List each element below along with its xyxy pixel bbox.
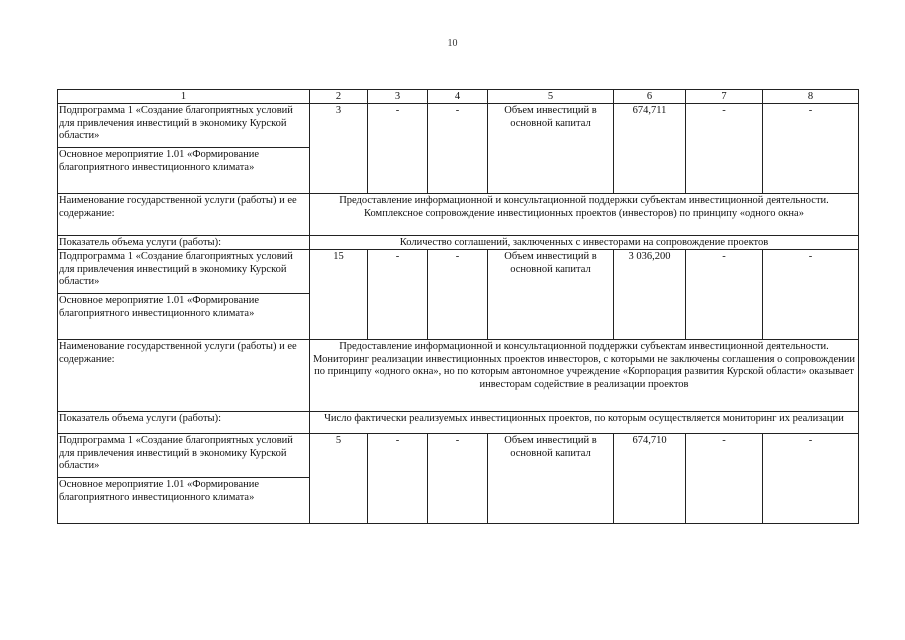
- header-cell: 8: [763, 90, 859, 104]
- table-row: [58, 434, 859, 478]
- service-text-cell: Предоставление информационной и консультационной поддержки субъектам инвестиционной деятельности. Комплексное сопровождение инвестиционных проектов (инвесторов) по принципу «одного окна»: [310, 194, 859, 236]
- value-cell: -: [686, 250, 763, 340]
- value-cell: -: [686, 434, 763, 524]
- indicator-name-cell: Объем инвестиций в основной капитал: [488, 434, 614, 524]
- indicator-name-cell: Объем инвестиций в основной капитал: [488, 250, 614, 340]
- header-cell: 3: [368, 90, 428, 104]
- value-cell: -: [763, 434, 859, 524]
- event-cell: Основное мероприятие 1.01 «Формирование благоприятного инвестиционного климата»: [58, 478, 310, 524]
- value-cell: -: [686, 104, 763, 194]
- service-label-cell: Наименование государственной услуги (работы) и ее содержание:: [58, 340, 310, 412]
- event-cell: Основное мероприятие 1.01 «Формирование благоприятного инвестиционного климата»: [58, 294, 310, 340]
- program-cell: Подпрограмма 1 «Создание благоприятных условий для привлечения инвестиций в экономику Курской области»: [58, 104, 310, 148]
- header-cell: 2: [310, 90, 368, 104]
- indicator-text-cell: Число фактически реализуемых инвестиционных проектов, по которым осуществляется мониторинг их реализации: [310, 412, 859, 434]
- page-number: 10: [447, 38, 458, 49]
- service-text-cell: Предоставление информационной и консультационной поддержки субъектам инвестиционной деятельности. Мониторинг реализации инвестиционных проектов инвесторов, с которыми не заключены соглашения о сопровождении по принципу «одного окна», но по которым автономное учреждение «Корпорация развития Курской области» оказывает инвесторам содействие в реализации проектов: [310, 340, 859, 412]
- table-row: [58, 340, 859, 412]
- table-row: [58, 412, 859, 434]
- value-cell: 3: [310, 104, 368, 194]
- table-row: [58, 250, 859, 294]
- indicator-label-cell: Показатель объема услуги (работы):: [58, 236, 310, 250]
- value-cell: 5: [310, 434, 368, 524]
- header-row: [58, 90, 859, 104]
- indicator-name-cell: Объем инвестиций в основной капитал: [488, 104, 614, 194]
- event-cell: Основное мероприятие 1.01 «Формирование благоприятного инвестиционного климата»: [58, 148, 310, 194]
- header-cell: 5: [488, 90, 614, 104]
- table-row: [58, 194, 859, 236]
- indicator-text-cell: Количество соглашений, заключенных с инвесторами на сопровождение проектов: [310, 236, 859, 250]
- value-cell: 15: [310, 250, 368, 340]
- header-cell: 7: [686, 90, 763, 104]
- table-row: [58, 236, 859, 250]
- investment-table: [57, 89, 859, 524]
- program-cell: Подпрограмма 1 «Создание благоприятных условий для привлечения инвестиций в экономику Курской области»: [58, 434, 310, 478]
- value-cell: -: [763, 250, 859, 340]
- value-cell: -: [368, 434, 428, 524]
- header-cell: 1: [58, 90, 310, 104]
- value-cell: -: [428, 434, 488, 524]
- value-cell: 3 036,200: [614, 250, 686, 340]
- value-cell: -: [763, 104, 859, 194]
- indicator-label-cell: Показатель объема услуги (работы):: [58, 412, 310, 434]
- value-cell: -: [368, 104, 428, 194]
- header-cell: 4: [428, 90, 488, 104]
- value-cell: -: [428, 250, 488, 340]
- value-cell: 674,710: [614, 434, 686, 524]
- service-label-cell: Наименование государственной услуги (работы) и ее содержание:: [58, 194, 310, 236]
- header-cell: 6: [614, 90, 686, 104]
- value-cell: 674,711: [614, 104, 686, 194]
- value-cell: -: [428, 104, 488, 194]
- table-row: [58, 104, 859, 148]
- program-cell: Подпрограмма 1 «Создание благоприятных условий для привлечения инвестиций в экономику Курской области»: [58, 250, 310, 294]
- value-cell: -: [368, 250, 428, 340]
